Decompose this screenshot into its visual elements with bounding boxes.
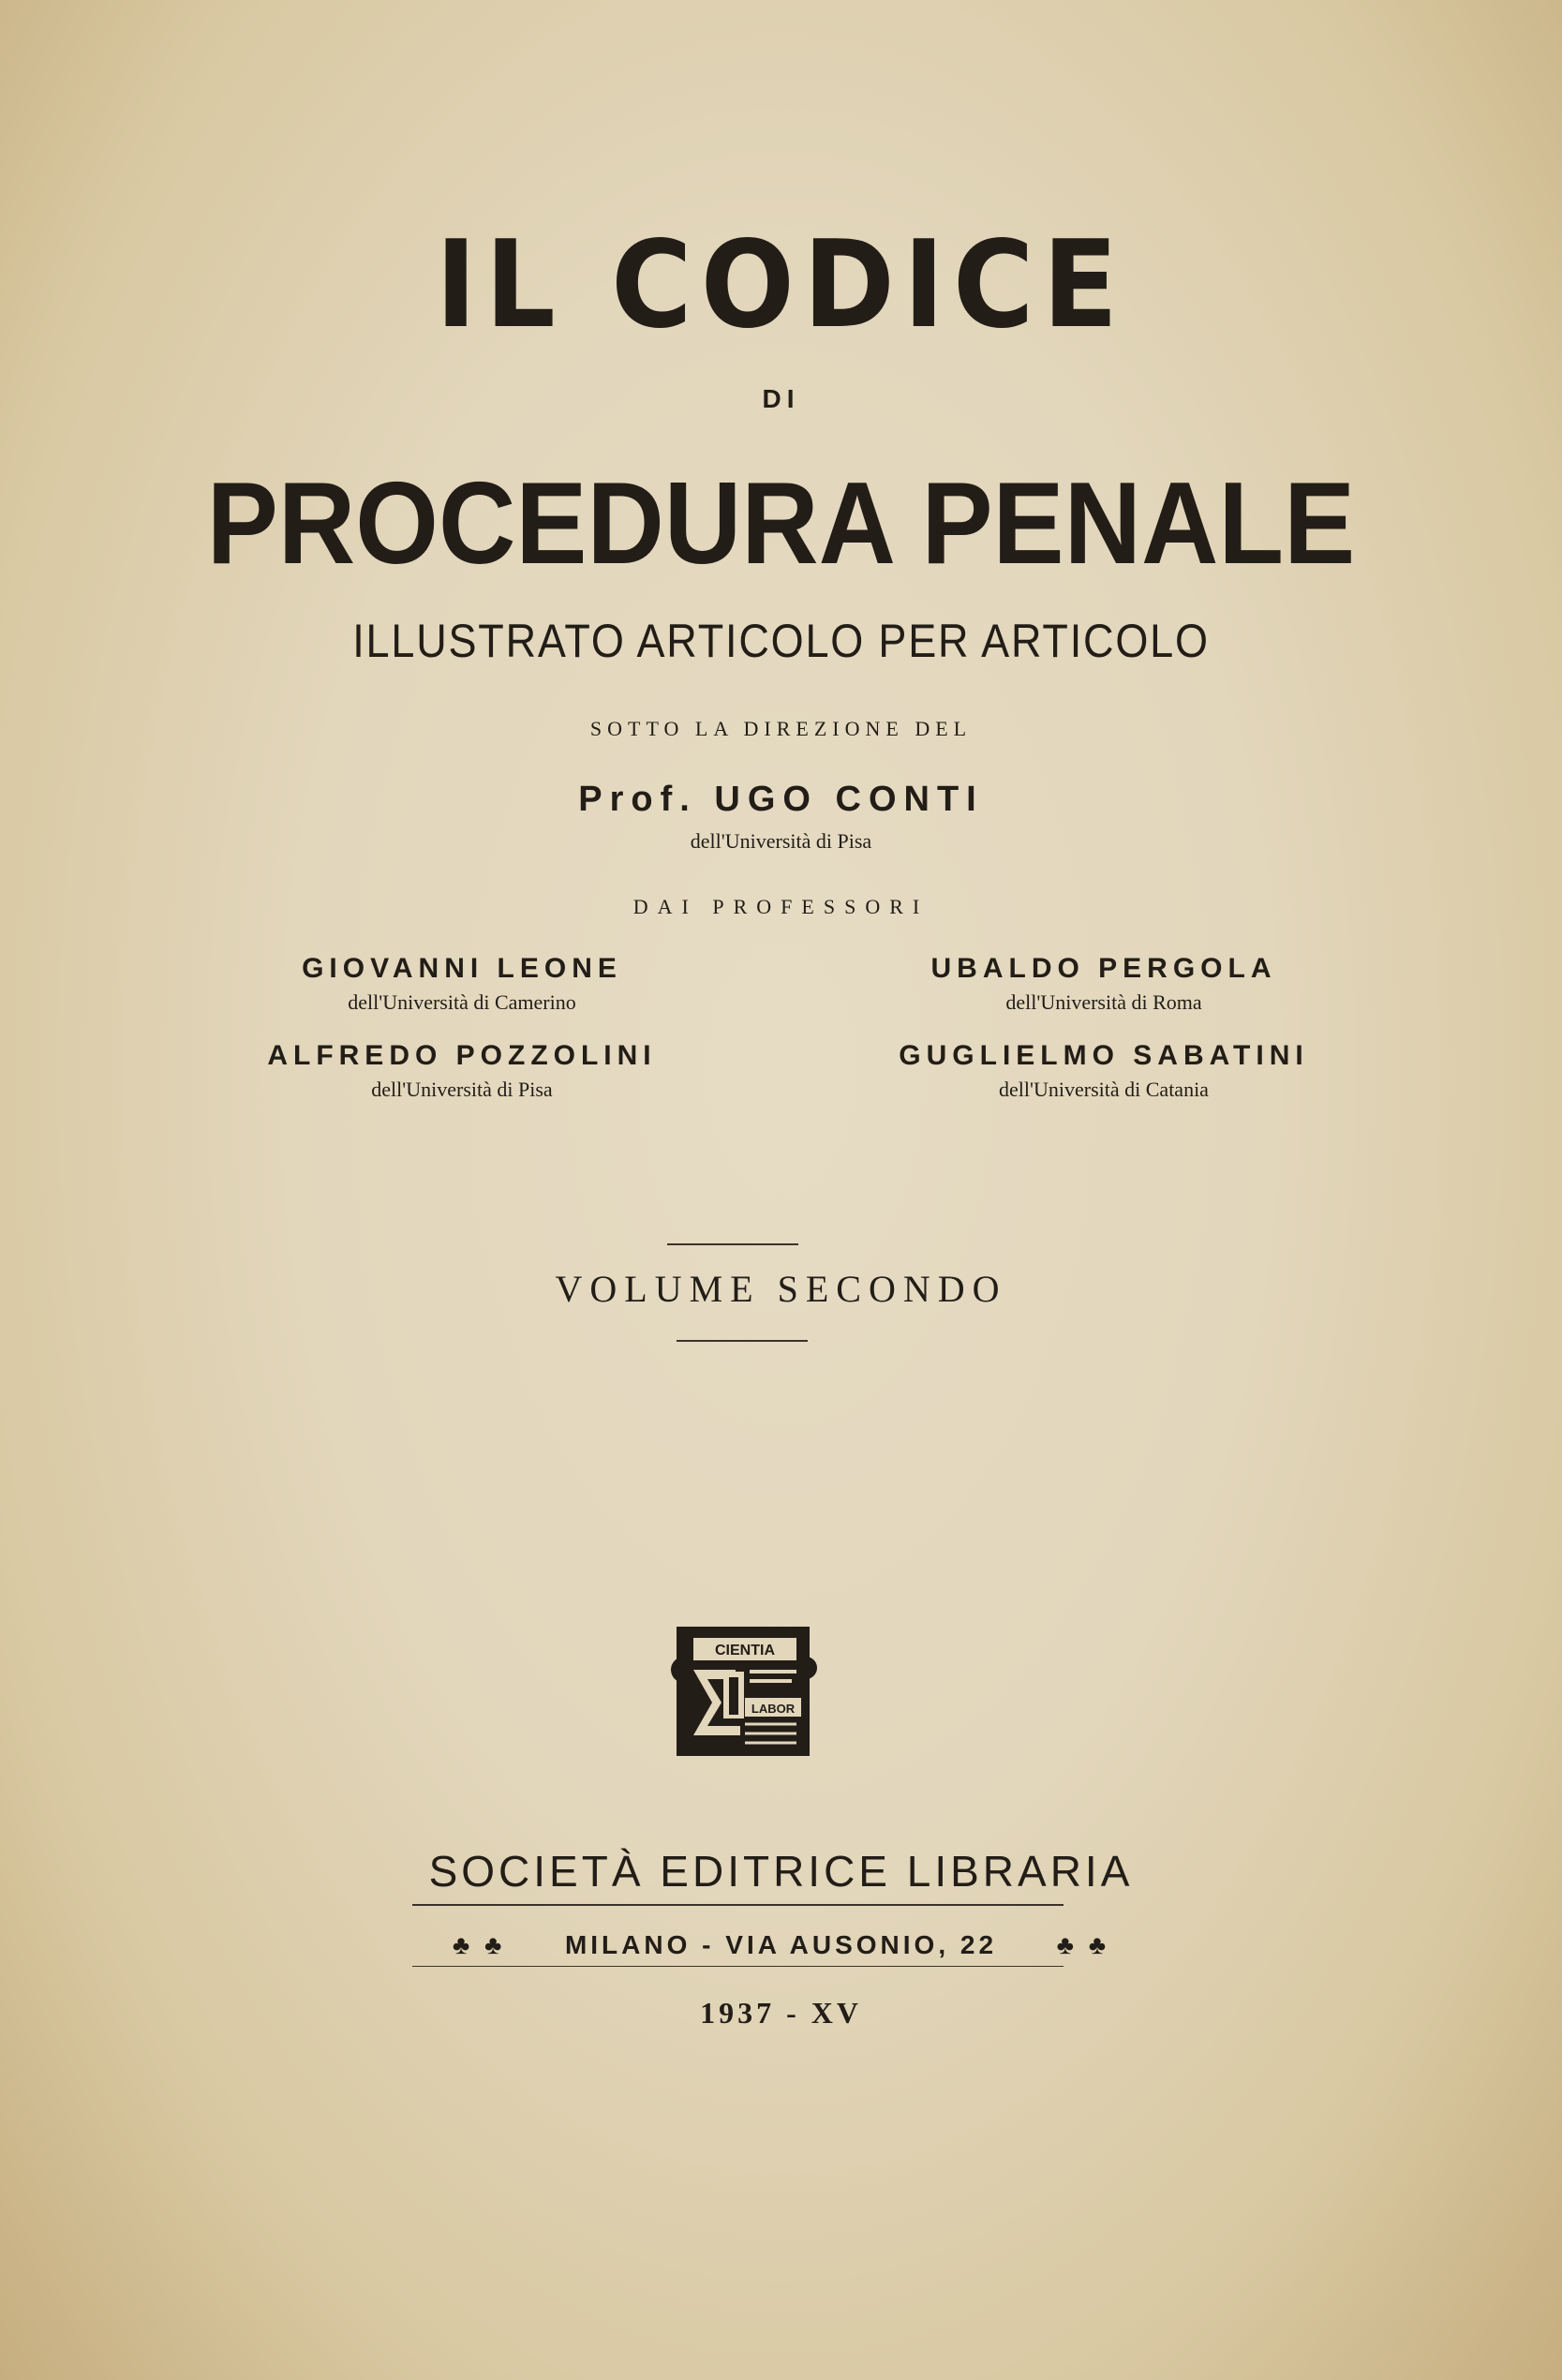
author-affiliation: dell'Università di Camerino [348, 990, 576, 1014]
ornament-right: ♣ ♣ [1056, 1930, 1110, 1959]
volume-rule-top [667, 1243, 798, 1245]
author-block [841, 1040, 1366, 1102]
address-rule [412, 1966, 1064, 1967]
publisher-address-line [0, 1930, 1562, 1960]
ornament-left: ♣ ♣ [452, 1930, 506, 1959]
author-affiliation: dell'Università di Pisa [371, 1078, 553, 1101]
title-connector: DI [762, 384, 800, 413]
author-name: UBALDO PERGOLA [930, 953, 1277, 984]
author-name: GUGLIELMO SABATINI [899, 1040, 1309, 1071]
publisher-name: SOCIETÀ EDITRICE LIBRARIA [428, 1847, 1134, 1896]
director-name: Prof. UGO CONTI [578, 780, 984, 819]
publisher-address: MILANO - VIA AUSONIO, 22 [564, 1930, 998, 1959]
author-affiliation: dell'Università di Catania [999, 1078, 1209, 1101]
authors-intro: DAI PROFESSORI [632, 895, 930, 918]
emblem-text-top: CIENTIA [715, 1643, 775, 1659]
volume-label: VOLUME SECONDO [555, 1268, 1007, 1310]
author-name: ALFREDO POZZOLINI [267, 1040, 657, 1071]
publisher-emblem-icon [656, 1614, 829, 1763]
volume-rule-bottom [677, 1340, 808, 1342]
author-block [200, 1040, 724, 1102]
direction-intro: SOTTO LA DIREZIONE DEL [589, 717, 973, 740]
author-affiliation: dell'Università di Roma [1005, 990, 1202, 1014]
publisher-rule [412, 1904, 1064, 1906]
author-name: GIOVANNI LEONE [302, 953, 622, 984]
title-line-1: IL CODICE [435, 216, 1127, 355]
emblem-text-bottom: LABOR [751, 1702, 796, 1716]
publication-year: 1937 - XV [700, 1996, 862, 2030]
author-block [841, 953, 1366, 1015]
author-block [200, 953, 724, 1015]
title-line-2: PROCEDURA PENALE [206, 459, 1356, 588]
director-affiliation: dell'Università di Pisa [690, 829, 872, 853]
subtitle: ILLUSTRATO ARTICOLO PER ARTICOLO [352, 615, 1210, 667]
